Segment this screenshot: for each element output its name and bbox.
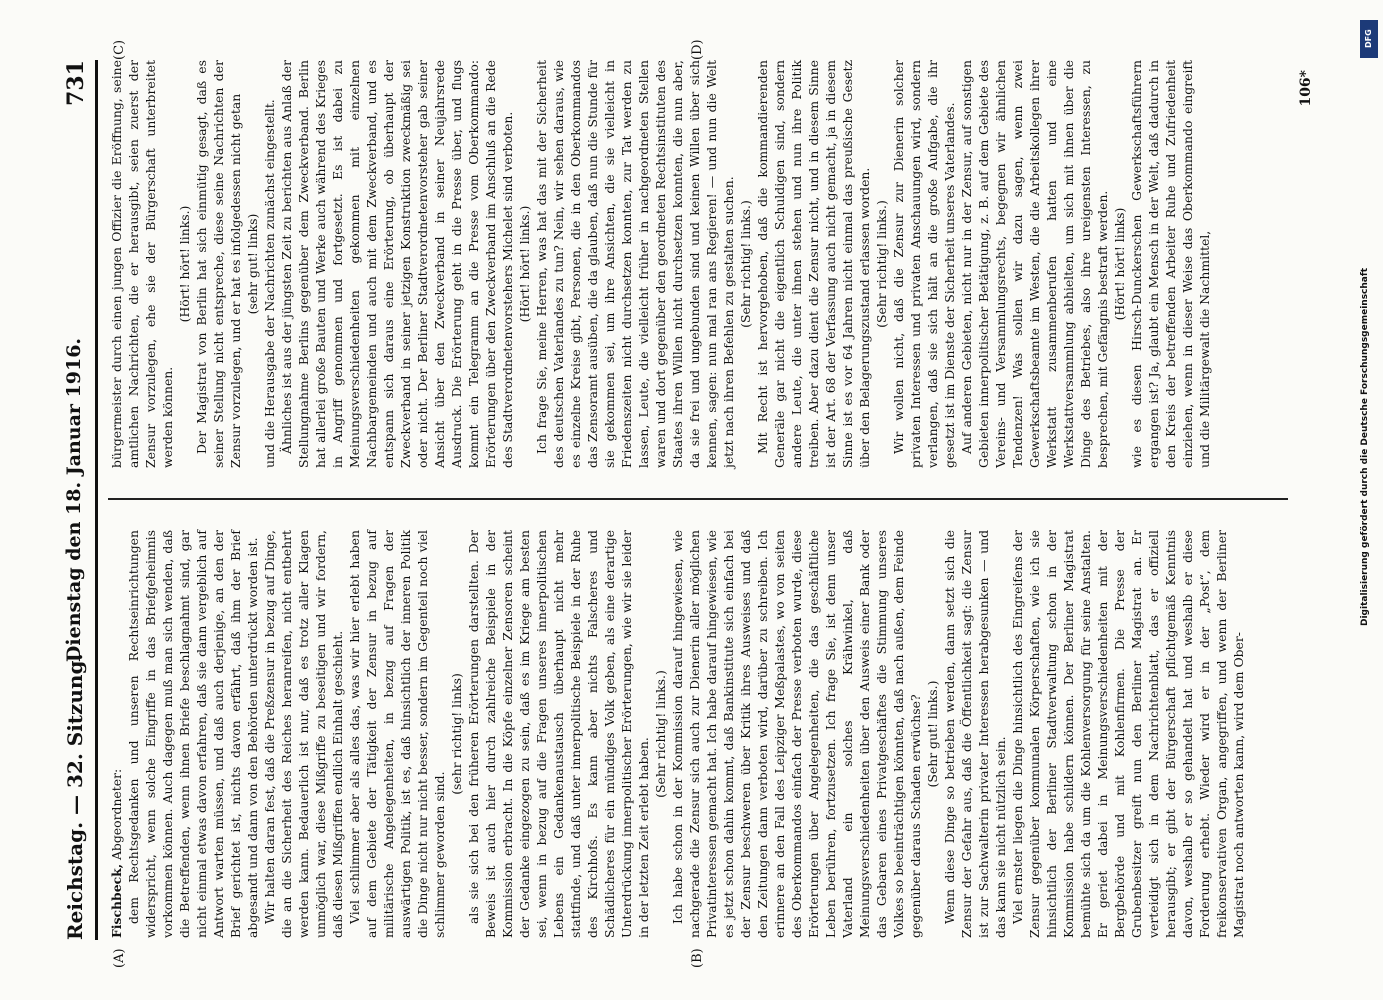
interjection: (Sehr richtig! links.)	[738, 200, 753, 328]
interjection: (Sehr gut! links.)	[925, 680, 940, 788]
speaker-role: Abgeordneter:	[109, 768, 124, 861]
paragraph: und die Herausgabe der Nachrichten zunächst eingestellt.	[262, 99, 277, 468]
paragraph: Ähnliches ist aus der jüngsten Zeit zu berichten aus Anlaß der Stellungnahme Berlins gegenüber dem Zweckverband. Berlin hat allerlei große Bauten und Werke auch während des Krieges in Angriff genommen und fortgesetzt. Es ist dabei zu Meinungsverschiedenheiten gekommen mit einzelnen Nachbargemeinden und auch mit dem Zweckverband, und es entspann sich daraus eine Erörterung, ob überhaupt der Zweckverband in seiner jetzigen Konstruktion zweckmäßig sei oder nicht. Der Berliner Stadtverordnetenvorsteher gab seiner Ansicht über den Zweckverband in seiner Neujahrsrede Ausdruck. Die Erörterung geht in die Presse über, und flugs kommt ein Telegramm an die Presse vom Oberkommando: Erörterungen über den Zweckverband im Anschluß an die Rede des Stadtverordnetenvorstehers Michelet sind verboten.	[279, 60, 515, 468]
margin-label-b: (B)	[690, 948, 705, 968]
paragraph: Ich habe schon in der Kommission darauf hingewiesen, wie nachgerade die Zensur sich auch zur Dienerin aller möglichen Privatinteressen gemacht hat. Ich habe darauf hingewiesen, wie es jetzt schon dahin kommt, daß Bankinstitute sich einfach bei der Zensur beschweren über Kritik ihres Ausweises und daß den Zeitungen dann verboten wird, darüber zu schreiben. Ich erinnere an den Fall des Leipziger Meßpalastes, wo von seiten des Oberkommandos einfach der Presse verboten wurde, diese Erörterungen über Angelegenheiten, die das geschäftliche Leben berühren, fortzusetzen. Ich frage Sie, ist denn unser Vaterland ein solches Krähwinkel, daß Meinungsverschiedenheiten über den Ausweis einer Bank oder das Gebaren eines Privatgeschäftes die Stimmung unseres Volkes so beeinträchtigen könnten, daß nach außen, dem Feinde gegenüber daraus Schaden erwüchse?	[670, 530, 923, 938]
margin-label-c: (C)	[112, 39, 127, 60]
left-column	[108, 530, 1247, 938]
margin-label-d: (D)	[690, 39, 705, 60]
header-rule	[95, 60, 98, 940]
header-date: Dienstag den 18. Januar 1916.	[63, 337, 85, 663]
paragraph: Ich frage Sie, meine Herren, was hat das mit der Sicherheit des deutschen Vaterlandes zu tun? Nein, wir sehen daraus, wie es einzelne Kreise gibt, Personen, die in den Oberkommandos das Zensoramt ausüben, die da glauben, daß nun die Stunde für sie gekommen sei, um ihre Ansichten, die sie vielleicht in Friedenszeiten nicht durchsetzen konnten, zur Tat werden zu lassen, Leute, die vielleicht früher in nachgeordneten Stellen waren und dort gegenüber den geordneten Rechtsinstituten des Staates ihren Willen nicht durchsetzen konnten, die nun aber, da sie frei und ungebunden sind und keinen Willen über sich kennen, sagen: nun mal ran ans Regieren! — und nun die Welt jetzt nach ihren Befehlen zu gestalten suchen.	[534, 60, 736, 468]
paragraph: Viel schlimmer aber als alles das, was wir hier erlebt haben auf dem Gebiete der Tätigkeit der Zensur in bezug auf militärische Angelegenheiten, in bezug auf Fragen der auswärtigen Politik, ist es, daß hinsichtlich der inneren Politik die Dinge nicht nur nicht besser, sondern im Gegenteil noch viel schlimmer geworden sind.	[347, 530, 447, 938]
paragraph: wie es diesen Hirsch-Dunckerschen Gewerkschaftsführern ergangen ist? Ja, glaubt ein Mensch in der Welt, daß dadurch in den Kreis der betreffenden Arbeiter Ruhe und Zufriedenheit einziehen, wenn in dieser Weise das Oberkommando eingreift und die Militärgewalt die Nachmittel,	[1129, 60, 1212, 468]
interjection: (sehr richtig! links)	[449, 673, 464, 795]
paragraph: als sie sich bei den früheren Erörterungen darstellten. Der Beweis ist auch hier durch zahlreiche Beispiele in der Kommission erbracht. In die Köpfe einzelner Zensoren scheint der Gedanke eingezogen zu sein, daß es im Kriege am besten sei, wenn in bezug auf die Fragen unseres innerpolitischen Lebens ein Gedankenaustausch überhaupt nicht mehr stattfinde, und daß unter innerpolitische Beispiele in der Ruhe des Kirchhofs. Es kann aber nichts Falscheres und Schädlicheres für ein mündiges Volk geben, als eine derartige Unterdrückung innerpolitischer Erörterungen, wie wir sie leider in der letzten Zeit erlebt haben.	[466, 530, 651, 938]
paragraph: Der Magistrat von Berlin hat sich einmütig gesagt, daß es seiner Stellung nicht entspreche, diese seine Nachrichten der Zensur vorzulegen, und er hat es infolgedessen nicht getan	[194, 60, 243, 468]
paragraph: dem Rechtsgedanken und unseren Rechtseinrichtungen widerspricht, wenn solche Eingriffe in das Briefgeheimnis vorkommen können. Auch dagegen muß man sich wenden, daß die Betreffenden, wenn ihnen Briefe beschlagnahmt sind, gar nicht einmal etwas davon erfahren, daß sie dann vergeblich auf Antwort warten müssen, und daß auch derjenige, an den der Brief gerichtet ist, nichts davon erfährt, daß ihm der Brief abgesandt und dann von den Behörden unterdrückt worden ist.	[126, 530, 260, 938]
paragraph: Viel ernster liegen die Dinge hinsichtlich des Eingreifens der Zensur gegenüber kommunalen Körperschaften, wie ich sie hinsichtlich der Berliner Stadtverwaltung schon in der Kommission habe schildern können. Der Berliner Magistrat bemühte sich da um die Kohlenversorgung für seine Anstalten. Er geriet dabei in Meinungsverschiedenheiten mit der Bergbehörde und mit Kohlenfirmen. Die Presse der Grubenbesitzer greift nun den Berliner Magistrat an. Er verteidigt sich in dem Nachrichtenblatt, das er offiziell herausgibt; er gibt der Bürgerschaft pflichtgemäß Kenntnis davon, weshalb er so gehandelt hat und weshalb er diese Forderung erhebt. Wieder wird er in der „Post“, dem freikonservativen Organ, angegriffen, und wenn der Berliner Magistrat noch antworten kann, wird dem Ober-	[1010, 530, 1246, 938]
interjection: (Sehr richtig! links.)	[653, 670, 668, 798]
margin-label-a: (A)	[112, 948, 127, 968]
interjection: (Hört! hört! links.)	[517, 205, 532, 323]
digitization-credit	[1358, 20, 1380, 980]
paragraph: Auf anderen Gebieten, nicht nur in der Zensur, auf sonstigen Gebieten innerpolitischer Betätigung, z. B. auf dem Gebiete des Vereins- und Versammlungsrechts, begegnen wir ähnlichen Tendenzen! Was sollen wir dazu sagen, wenn zwei Gewerkschaftsbeamte im Westen, die die Arbeitskollegen ihrer Werkstatt zusammenberufen hatten und eine Werkstattversammlung abhielten, um sich mit ihnen über die Dinge des Betriebes, also ihre ureigensten Interessen, zu besprechen, mit Gefängnis bestraft werden.	[959, 60, 1110, 468]
paragraph: bürgermeister durch einen jungen Offizier die Eröffnung, seine amtlichen Nachrichten, die er herausgibt, seien zuerst der Zensur vorzulegen, ehe sie der Bürgerschaft unterbreitet werden können.	[109, 60, 175, 468]
page-header	[55, 60, 95, 940]
signature-mark: 106*	[1298, 70, 1314, 107]
dfg-logo: DFG	[1360, 20, 1378, 58]
interjection: (sehr gut! links)	[245, 213, 260, 315]
column-divider	[108, 499, 1288, 501]
speaker-name: Fischbeck,	[109, 863, 124, 938]
page-number: 731	[63, 60, 89, 106]
paragraph: Mit Recht ist hervorgehoben, daß die kommandierenden Generäle gar nicht die eigentlich Schuldigen sind, sondern andere Leute, die unter ihnen stehen und nun ihre Politik treiben. Aber dazu dient die Zensur nicht, und in diesem Sinne ist der Art. 68 der Verfassung auch nicht gemacht, ja in diesem Sinne ist es vor 64 Jahren nicht einmal das preußische Gesetz über den Belagerungszustand erlassen worden.	[755, 60, 872, 468]
right-column	[108, 60, 1213, 468]
paragraph: Wir wollen nicht, daß die Zensur zur Dienerin solcher privaten Interessen und privaten Anschauungen wird, sondern verlangen, daß sie sich hält an die große Aufgabe, die ihr gesetzt ist im Dienste der Sicherheit unseres Vaterlandes.	[891, 60, 957, 468]
credit-text: Digitalisierung gefördert durch die Deutsche Forschungsgemeinschaft	[1360, 267, 1370, 626]
interjection: (Hört! hört! links)	[1112, 207, 1127, 321]
paragraph: Wenn diese Dinge so betrieben werden, dann setzt sich die Zensur der Gefahr aus, daß die Öffentlichkeit sagt: die Zensur ist zur Sachwalterin privater Interessen herabgesunken — und das kann sie nicht nützlich sein.	[942, 530, 1008, 938]
paragraph: Wir halten daran fest, daß die Preßzensur in bezug auf Dinge, die an die Sicherheit des Reiches heranreifen, nicht entbehrt werden kann. Bedauerlich ist nur, daß es trotz aller Klagen unmöglich war, diese Mißgriffe zu beseitigen und wir fordern, daß diesen Mißgriffen endlich Einhalt geschieht.	[262, 530, 345, 938]
interjection: (Sehr richtig! links.)	[874, 200, 889, 328]
header-session: Reichstag. — 32. Sitzung.	[63, 653, 87, 940]
interjection: (Hört! hört! links.)	[177, 205, 192, 323]
speaker-line	[108, 530, 125, 938]
